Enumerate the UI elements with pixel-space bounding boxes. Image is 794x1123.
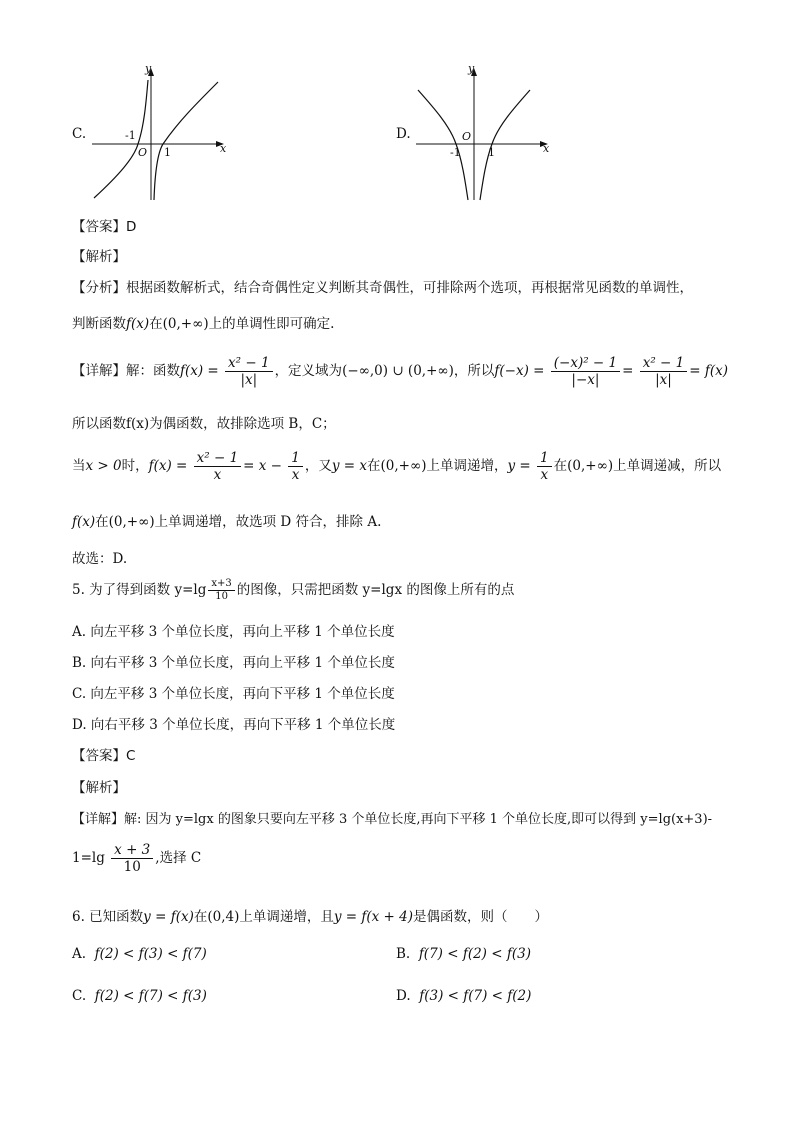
q4-detail-a: 【详解】解：函数 (72, 363, 180, 380)
q4-when-frac3 (537, 450, 552, 483)
q4-analysis-line2 (72, 312, 334, 332)
q4-when-l: 在 (553, 458, 568, 475)
q4-concl-b: 在 (95, 514, 109, 530)
q6-option-d-text: f(3) < f(7) < f(2) (419, 988, 532, 1004)
q4-detail-c: ，定义域为 (274, 363, 343, 380)
graph-c-one: 1 (164, 146, 171, 159)
q5-option-d[interactable]: D. 向右平移 3 个单位长度，再向下平移 1 个单位长度 (72, 717, 396, 733)
q4-when-interval1: (0,+∞) (380, 458, 427, 475)
q5-detail-line2-b: ,选择 C (155, 850, 202, 867)
q4-when-frac1-den: x (213, 467, 222, 484)
q4-detail-frac2 (551, 355, 620, 388)
q5-option-b[interactable]: B. 向右平移 3 个单位长度，再向上平移 1 个单位长度 (72, 655, 395, 671)
q4-detail-frac3 (640, 355, 688, 388)
q4-when-cond: x > 0 (85, 458, 122, 475)
q4-analysis-line1: 【分析】根据函数解析式，结合奇偶性定义判断其奇偶性，可排除两个选项，再根据常见函数的单调性， (72, 280, 693, 296)
q4-detail-e: ，所以 (453, 363, 495, 380)
q4-choose: 故选：D. (72, 551, 128, 567)
q4-when-n: 上单调递减，所以 (613, 458, 722, 475)
q4-analysis-line2-fx: f(x) (126, 316, 150, 332)
q6-option-c[interactable] (72, 988, 207, 1004)
graph-d-neg1: -1 (450, 146, 461, 159)
q5-option-a[interactable]: A. 向左平移 3 个单位长度，再向上平移 1 个单位长度 (72, 624, 395, 640)
q5-detail-frac-num: x + 3 (111, 842, 153, 859)
q4-when-frac2 (288, 450, 303, 483)
graph-d-curve-left (418, 90, 468, 200)
q4-answer-tag: 【答案】 (72, 219, 126, 235)
q4-when-fx: f(x) = (148, 458, 188, 475)
q5-stem-a: 5. 为了得到函数 y=lg (72, 582, 207, 598)
q6-option-b-label: B. (396, 946, 411, 962)
graph-c-label: C. (72, 126, 87, 142)
graph-d-y-label: y (468, 62, 475, 75)
graph-c-curve-left (94, 80, 148, 198)
q4-detail-frac1-num: x² − 1 (225, 355, 273, 372)
q5-option-c[interactable]: C. 向左平移 3 个单位长度，再向下平移 1 个单位长度 (72, 686, 395, 702)
q6-stem-g: 是偶函数，则（ ） (413, 909, 549, 925)
q5-answer (72, 744, 135, 764)
q5-detail-frac (111, 842, 153, 875)
q4-when-frac1-num: x² − 1 (194, 450, 242, 467)
q4-concl-interval: (0,+∞) (108, 514, 155, 530)
graph-c-origin: O (138, 146, 148, 159)
graph-c-x-label: x (220, 142, 227, 155)
graph-d (412, 60, 557, 205)
q5-answer-value: C (126, 748, 136, 764)
q5-analysis-tag: 【解析】 (72, 780, 126, 796)
q4-detail-frac3-num: x² − 1 (640, 355, 688, 372)
q4-when-j: 上单调递增， (426, 458, 508, 475)
q6-option-c-label: C. (72, 988, 87, 1004)
q5-detail-frac-den: 10 (123, 859, 141, 876)
q4-detail-frac1-den: |x| (240, 372, 258, 389)
q4-concl-d: 上单调递增，故选项 D 符合，排除 A. (154, 514, 382, 530)
graph-d-label: D. (396, 126, 411, 142)
graph-d-origin: O (462, 130, 472, 143)
q4-analysis-line2-e: 上的单调性即可确定. (208, 316, 335, 332)
q4-detail (72, 355, 728, 388)
q4-detail-eq: = (622, 363, 634, 380)
q5-detail-line1: 【详解】解: 因为 y=lgx 的图象只要向左平移 3 个单位长度,再向下平移 1 个单位长度,即可以得到 y=lg(x+3)- (72, 812, 713, 827)
q4-conclusion (72, 510, 381, 530)
q4-when-f: ，又 (304, 458, 332, 475)
q6-option-d-label: D. (396, 988, 411, 1004)
q4-detail-domain: (−∞,0) ∪ (0,+∞) (342, 363, 454, 380)
q5-detail-line2 (72, 842, 201, 875)
q6-stem-e: 上单调递增，且 (239, 909, 334, 925)
q6-stem-a: 6. 已知函数 (72, 909, 144, 925)
q4-analysis-line2-c: 在 (149, 316, 163, 332)
q5-stem-frac (208, 578, 234, 603)
q4-when-a: 当 (72, 458, 86, 475)
q4-detail-frac3-den: |x| (655, 372, 672, 389)
q5-detail-line2-a: 1=lg (72, 850, 105, 867)
q4-detail-frac2-num: (−x)² − 1 (551, 355, 620, 372)
q4-when-c: 时， (121, 458, 149, 475)
q4-detail-fx: f(x) = (180, 363, 219, 380)
q4-analysis-tag: 【解析】 (72, 249, 126, 265)
graph-c-y-label: y (145, 62, 152, 75)
q4-answer (72, 215, 136, 235)
q6-option-a-label: A. (72, 946, 87, 962)
q5-stem-frac-num: x+3 (208, 578, 234, 591)
q6-option-c-text: f(2) < f(7) < f(3) (94, 988, 207, 1004)
q6-option-b[interactable] (396, 946, 531, 962)
q4-when-e: = x − (243, 458, 282, 475)
q6-stem-c: 在 (193, 909, 208, 925)
graph-c-neg1: -1 (125, 129, 136, 142)
q4-analysis-line2-a: 判断函数 (72, 316, 126, 332)
q6-stem-func: y = f(x) (143, 909, 194, 925)
q4-detail-f-negx: f(−x) = (494, 363, 545, 380)
q6-stem-interval: (0,4) (207, 909, 240, 925)
q4-when-frac2-num: 1 (288, 450, 303, 467)
q5-answer-tag: 【答案】 (72, 748, 126, 764)
q6-option-d[interactable] (396, 988, 531, 1004)
q6-option-b-text: f(7) < f(2) < f(3) (418, 946, 531, 962)
graph-d-curve-right (480, 90, 530, 200)
q6-stem (72, 905, 548, 925)
graph-d-one: 1 (488, 146, 495, 159)
q4-concl-fx: f(x) (72, 514, 96, 530)
q6-option-a-text: f(2) < f(3) < f(7) (94, 946, 207, 962)
q4-answer-value: D (126, 219, 137, 235)
q5-stem (72, 578, 514, 603)
q4-when-frac2-den: x (291, 467, 300, 484)
q6-option-a[interactable] (72, 946, 207, 962)
q5-stem-frac-den: 10 (215, 591, 228, 602)
q4-when (72, 450, 721, 483)
q6-stem-shift: y = f(x + 4) (333, 909, 414, 925)
q4-when-frac3-den: x (540, 467, 549, 484)
q5-stem-b: 的图像，只需把函数 y=lgx 的图像上所有的点 (236, 582, 515, 598)
q4-when-h: 在 (367, 458, 381, 475)
q4-when-yx: y = x (331, 458, 368, 475)
graph-c-curve-right (154, 82, 218, 200)
q4-when-frac3-num: 1 (537, 450, 552, 467)
q4-detail-frac1 (225, 355, 273, 388)
graph-c (88, 60, 238, 205)
q4-when-frac1 (194, 450, 242, 483)
q4-detail-g: = f(x) (689, 363, 728, 380)
graph-d-x-label: x (543, 142, 550, 155)
q4-detail-frac2-den: |−x| (571, 372, 600, 389)
q4-analysis-line2-interval: (0,+∞) (162, 316, 209, 332)
q4-even-line: 所以函数f(x)为偶函数，故排除选项 B，C； (72, 416, 336, 432)
q4-when-y: y = (507, 458, 531, 475)
q4-when-interval2: (0,+∞) (567, 458, 614, 475)
